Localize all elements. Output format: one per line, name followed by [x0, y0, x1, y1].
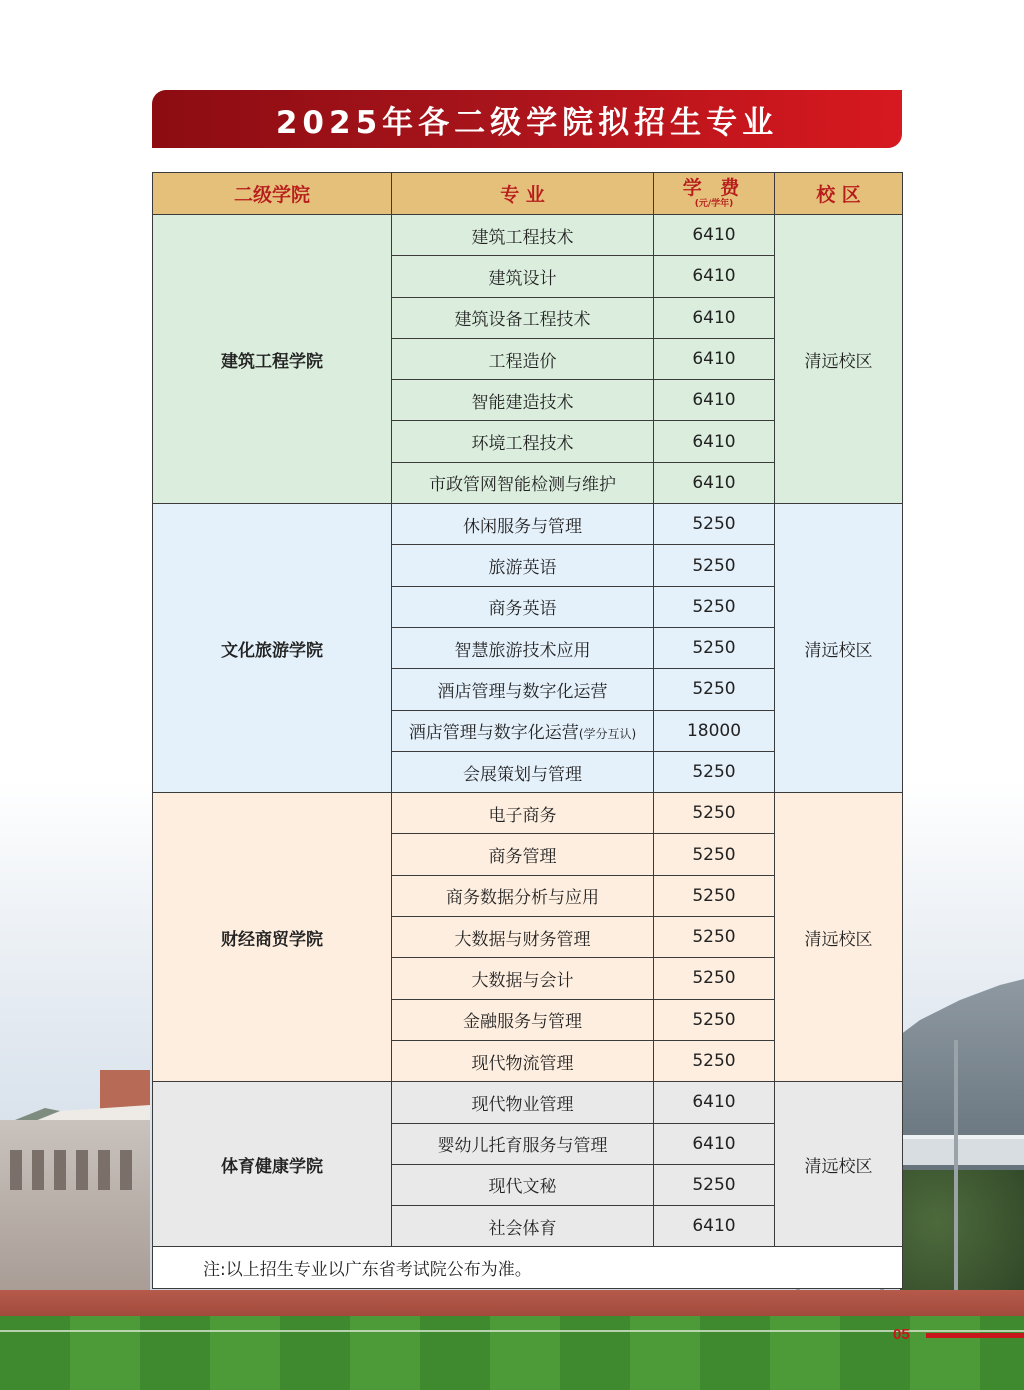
college-name: 财经商贸学院 — [153, 793, 392, 1082]
major-text: 酒店管理与数字化运营 — [408, 723, 579, 744]
campus-cell: 清远校区 — [775, 793, 903, 1082]
fee-cell: 18000 — [654, 710, 775, 751]
college-name: 文化旅游学院 — [153, 504, 392, 793]
fee-cell: 5250 — [654, 834, 775, 875]
fee-cell: 6410 — [654, 380, 775, 421]
major-cell: 智能建造技术 — [392, 380, 654, 421]
table-row — [153, 504, 903, 545]
background-light-pole — [954, 1040, 958, 1300]
fee-cell: 6410 — [654, 1123, 775, 1164]
fee-cell: 6410 — [654, 338, 775, 379]
table-row — [153, 215, 903, 256]
fee-cell: 6410 — [654, 421, 775, 462]
fee-cell: 5250 — [654, 545, 775, 586]
fee-cell: 5250 — [654, 793, 775, 834]
major-cell: 酒店管理与数字化运营 — [392, 669, 654, 710]
fee-cell: 5250 — [654, 1040, 775, 1081]
major-cell: 商务数据分析与应用 — [392, 875, 654, 916]
fee-cell: 6410 — [654, 215, 775, 256]
header-campus: 校 区 — [775, 173, 903, 215]
header-major: 专 业 — [392, 173, 654, 215]
page-number: 05 — [893, 1326, 910, 1343]
fee-cell: 5250 — [654, 751, 775, 792]
major-cell: 会展策划与管理 — [392, 751, 654, 792]
major-cell: 建筑设计 — [392, 256, 654, 297]
major-cell — [392, 710, 654, 751]
fee-cell: 6410 — [654, 297, 775, 338]
fee-cell: 6410 — [654, 462, 775, 503]
header-fee — [654, 173, 775, 215]
major-cell: 旅游英语 — [392, 545, 654, 586]
fee-cell: 5250 — [654, 627, 775, 668]
header-fee-label: 学 费 — [682, 176, 746, 199]
table-header-row — [153, 173, 903, 215]
major-cell: 金融服务与管理 — [392, 999, 654, 1040]
page-number-bar — [926, 1333, 1024, 1338]
fee-cell: 6410 — [654, 1082, 775, 1123]
background-football-field — [0, 1316, 1024, 1390]
major-cell: 环境工程技术 — [392, 421, 654, 462]
major-cell: 建筑工程技术 — [392, 215, 654, 256]
fee-cell: 5250 — [654, 999, 775, 1040]
table-note: 注:以上招生专业以广东省考试院公布为准。 — [153, 1247, 903, 1288]
page-title: 2025年各二级学院拟招生专业 — [275, 104, 779, 141]
fee-cell: 6410 — [654, 256, 775, 297]
fee-cell: 5250 — [654, 669, 775, 710]
major-cell: 大数据与财务管理 — [392, 917, 654, 958]
major-cell: 社会体育 — [392, 1206, 654, 1247]
college-name: 建筑工程学院 — [153, 215, 392, 504]
campus-cell: 清远校区 — [775, 215, 903, 504]
header-fee-unit: (元/学年) — [694, 198, 734, 209]
title-banner — [152, 90, 902, 148]
fee-cell: 5250 — [654, 875, 775, 916]
major-cell: 商务管理 — [392, 834, 654, 875]
background-building — [0, 1120, 150, 1290]
major-cell: 大数据与会计 — [392, 958, 654, 999]
background-running-track — [0, 1290, 1024, 1318]
fee-cell: 5250 — [654, 586, 775, 627]
background-field-line — [0, 1330, 1024, 1332]
majors-table — [152, 172, 903, 1289]
major-cell: 现代物业管理 — [392, 1082, 654, 1123]
major-cell: 现代文秘 — [392, 1164, 654, 1205]
table-row — [153, 1082, 903, 1123]
table-note-row — [153, 1247, 903, 1288]
major-cell: 工程造价 — [392, 338, 654, 379]
background-trees — [900, 1170, 1024, 1300]
background-bridge — [900, 1135, 1024, 1165]
major-note: (学分互认) — [578, 727, 637, 742]
fee-cell: 5250 — [654, 1164, 775, 1205]
major-cell: 商务英语 — [392, 586, 654, 627]
college-name: 体育健康学院 — [153, 1082, 392, 1247]
campus-cell: 清远校区 — [775, 1082, 903, 1247]
table-row — [153, 793, 903, 834]
major-cell: 电子商务 — [392, 793, 654, 834]
fee-cell: 5250 — [654, 504, 775, 545]
fee-cell: 5250 — [654, 917, 775, 958]
major-cell: 休闲服务与管理 — [392, 504, 654, 545]
major-cell: 智慧旅游技术应用 — [392, 627, 654, 668]
major-cell: 现代物流管理 — [392, 1040, 654, 1081]
major-cell: 婴幼儿托育服务与管理 — [392, 1123, 654, 1164]
fee-cell: 6410 — [654, 1206, 775, 1247]
fee-cell: 5250 — [654, 958, 775, 999]
header-college: 二级学院 — [153, 173, 392, 215]
major-cell: 市政管网智能检测与维护 — [392, 462, 654, 503]
campus-cell: 清远校区 — [775, 504, 903, 793]
major-cell: 建筑设备工程技术 — [392, 297, 654, 338]
